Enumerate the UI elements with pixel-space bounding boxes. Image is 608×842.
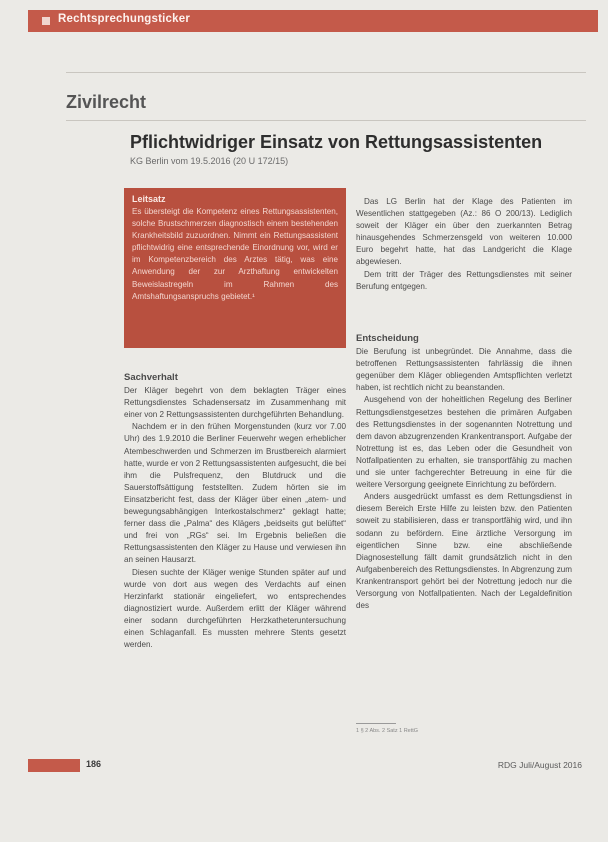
footnote: 1 § 2 Abs. 2 Satz 1 RettG	[356, 728, 419, 734]
sachverhalt-heading: Sachverhalt	[124, 372, 178, 383]
article-citation: KG Berlin vom 19.5.2016 (20 U 172/15)	[130, 156, 289, 166]
header-bar	[28, 10, 598, 32]
footnote-divider	[356, 723, 396, 724]
header-category: Rechtsprechungsticker	[58, 13, 191, 25]
square-icon	[42, 17, 50, 25]
article-title: Pflichtwidriger Einsatz von Rettungsassistenten	[130, 132, 543, 152]
paragraph: Diesen suchte der Kläger wenige Stunden später auf und wurde von dort aus wegen des Verdachts auf einen Herzinfarkt stationär eingeliefert, wo entsprechendes diagnostiziert wurde. Außerdem erlitt der Kläger während einer sodann durchgeführten Herzkatheteruntersuchung einen Schlaganfall. Es mussten mehrere Stents gesetzt werden.	[124, 567, 346, 650]
leitsatz-text: Es übersteigt die Kompetenz eines Rettungsassistenten, solche Brustschmerzen diagnostisch einem bestehenden Krankheitsbild zuzuordnen. Nimmt ein Rettungsassistent pflichtwidrig eine entsprechende Einordnung vor, wird er im Kompetenzbereich des Arztes tätig, was eine Anwendung der zur Arzthaftung entwickelten Beweislastregeln im Rahmen des Amtshaftungsanspruchs gebietet.¹	[132, 207, 338, 301]
page-number-bar	[28, 759, 80, 772]
section-title: Zivilrecht	[66, 92, 147, 112]
divider	[66, 72, 586, 73]
page-number: 186	[86, 759, 102, 769]
paragraph: Das LG Berlin hat der Klage des Patienten im Wesentlichen stattgegeben (Az.: 86 O 200/13). Lediglich soweit der Kläger ein über den zuerkannten Betrag hinausgehendes Schmerzensgeld von weiteren 10.000 Euro begehrt hatte, hat das Landgericht die Klage abgewiesen.	[356, 197, 572, 267]
journal-name: RDG Juli/August 2016	[497, 760, 582, 770]
paragraph: Die Berufung ist unbegründet. Die Annahme, dass die betroffenen Rettungsassistenten fahrlässig die ihnen gegenüber dem Kläger obliegenden Amtspflichten verletzt haben, ist rechtlich nicht zu beanstanden.	[356, 347, 572, 393]
paragraph: Dem tritt der Träger des Rettungsdienstes mit seiner Berufung entgegen.	[356, 269, 572, 291]
divider	[66, 120, 586, 121]
paragraph: Ausgehend von der hoheitlichen Regelung des Berliner Rettungsdienstgesetzes bestehen die primären Aufgaben des Rettungsdienstes in der sogenannten Notrettung und dem davon abzugrenzenden Krankentransport. Aufgabe der Notrettung ist es, das Leben oder die Gesundheit von Notfallpatienten zu erhalten, sie transportfähig zu machen und sie unter fachgerechter Betreuung in eine für die weitere Versorgung geeignete Einrichtung zu befördern.	[356, 395, 572, 490]
entscheidung-heading: Entscheidung	[356, 333, 419, 344]
left-column	[124, 372, 346, 651]
leitsatz-heading: Leitsatz	[132, 194, 166, 204]
right-column-entscheidung	[356, 333, 572, 612]
paragraph: Anders ausgedrückt umfasst es dem Rettungsdienst in diesem Bereich Erste Hilfe zu leisten bzw. den Patienten soweit zu stabilisieren, dass er transportfähig wird, und ihn sodann zu befördern. Eine ärztliche Versorgung im eigentlichen Sinne bzw. eine abschließende Diagnosestellung fällt damit grundsätzlich nicht in den Aufgabenbereich des Rettungsdienstes. In Abgrenzung zum Krankentransport gehört bei der Notrettung jedoch nur die Versorgung von Notfallpatienten. Nach der Legaldefinition des	[356, 492, 572, 611]
paragraph: Nachdem er in den frühen Morgenstunden (kurz vor 7.00 Uhr) des 1.9.2010 die Berliner Feuerwehr wegen erheblicher Atembeschwerden und Schmerzen im Brustbereich alarmiert hatte, wurde er von 2 Rettungsassistenten aufgesucht, die bei ihm die Pulsfrequenz, den Blutdruck und die Sauerstoffsättigung feststellten. Zudem hörten sie im Einsatzbericht fest, dass der Kläger über einen „atem- und bewegungsabhängigen Interkostalschmerz“ geklagt hatte; ferner dass die „Palma“ des Klägers „beidseits gut belüftet“ und frei von „RGs“ sei. Im Ergebnis beließen die Rettungsassistenten den Kläger zu Hause und verwiesen ihn an seinen Hausarzt.	[124, 422, 346, 565]
leitsatz-box	[124, 188, 346, 348]
right-column-intro	[356, 196, 572, 293]
paragraph: Der Kläger begehrt von dem beklagten Träger eines Rettungsdienstes Schadensersatz im Zusammenhang mit einer von 2 Rettungsassistenten durchgeführten Behandlung.	[124, 386, 346, 420]
